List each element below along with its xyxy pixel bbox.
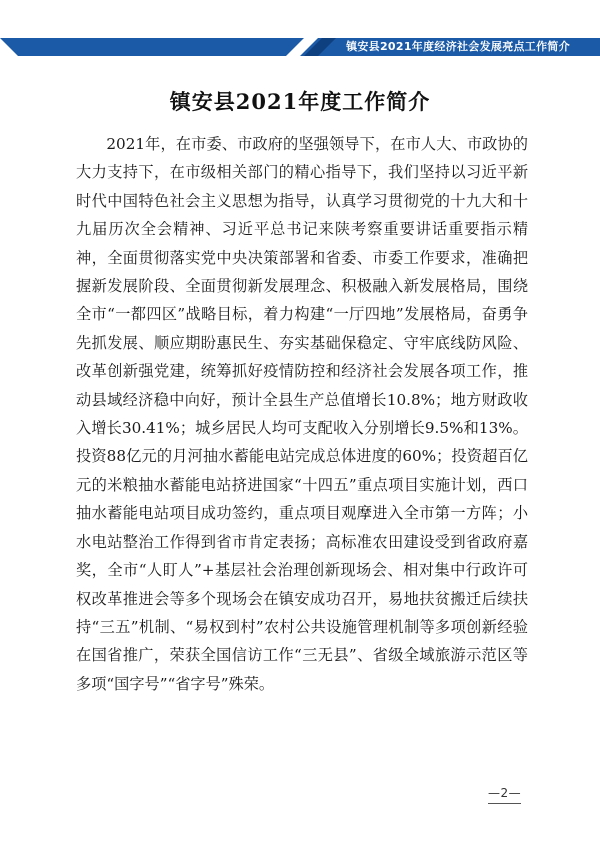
document-title: 镇安县2021年度工作简介 <box>169 89 431 114</box>
running-header-title: 镇安县2021年度经济社会发展亮点工作简介 <box>346 40 570 53</box>
page-number: —2— <box>488 786 521 804</box>
body-paragraph: 2021年，在市委、市政府的坚强领导下，在市人大、市政协的大力支持下，在市级相关部门的精心指导下，我们坚持以习近平新时代中国特色社会主义思想为指导，认真学习贯彻党的十九大和十九届历次全会精神、习近平总书记来陕考察重要讲话重要指示精神，全面贯彻落实党中央决策部署和省委、市委工作要求，准确把握新发展阶段、全面贯彻新发展理念、积极融入新发展格局，围绕全市“一都四区”战略目标，着力构建“一厅四地”发展格局，奋勇争先抓发展、顺应期盼惠民生、夯实基础保稳定、守牢底线防风险、改革创新强党建，统筹抓好疫情防控和经济社会发展各项工作，推动县域经济稳中向好，预计全县生产总值增长10.8%；地方财政收入增长30.41%；城乡居民人均可支配收入分别增长9.5%和13%。投资88亿元的月河抽水蓄能电站完成总体进度的60%；投资超百亿元的米粮抽水蓄能电站挤进国家“十四五”重点项目实施计划，西口抽水蓄能电站项目成功签约，重点项目观摩进入全市第一方阵；小水电站整治工作得到省市肯定表扬；高标准农田建设受到省政府嘉奖，全市“人盯人”+基层社会治理创新现场会、相对集中行政许可权改革推进会等多个现场会在镇安成功召开，易地扶贫搬迁后续扶持“三五”机制、“易权到村”农村公共设施管理机制等多项创新经验在国省推广，荣获全国信访工作“三无县”、省级全域旅游示范区等多项“国字号”“省字号”殊荣。 <box>76 135 528 693</box>
